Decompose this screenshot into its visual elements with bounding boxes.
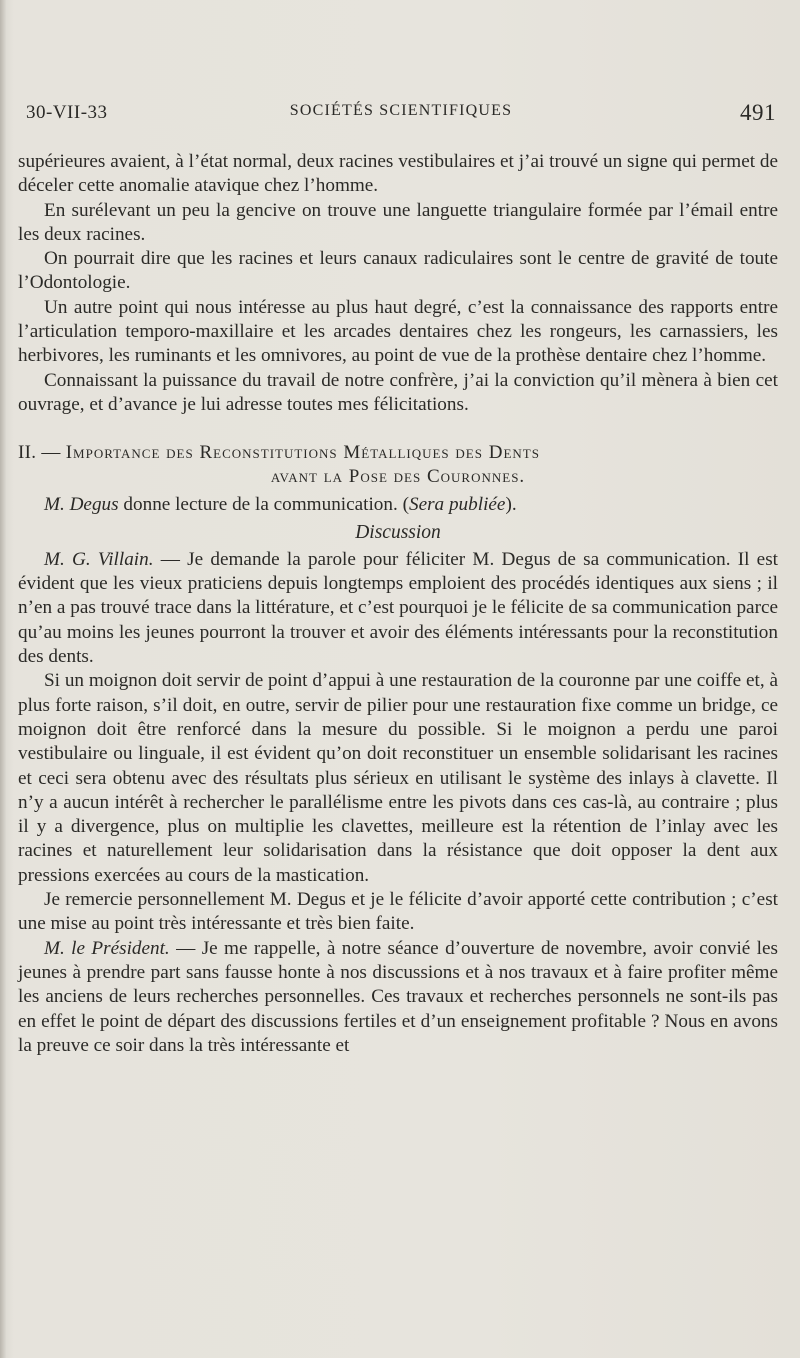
running-head-date: 30-VII-33 [26,102,108,123]
paragraph-text: — Je me rappelle, à notre séance d’ouverture de novembre, avoir convié les jeunes à prendre part sans fausse honte à nos discussions et à nos travaux et à faire profiter même les anciens de leurs recherches personnelles. Ces travaux et recherches personnels ne sont-ils pas en effet le point de départ des discussions fertiles et d’un enseignement profitable ? Nous en avons la preuve ce soir dans la très intéressante et [18,937,778,1056]
paragraph-1: supérieures avaient, à l’état normal, deux racines vestibulaires et j’ai trouvé un signe qui permet de déceler cette anomalie atavique chez l’homme. [18,151,778,197]
paragraph-villain [18,548,778,669]
discussion-heading: Discussion [355,521,441,543]
page-binding-edge [0,0,6,1358]
publication-note: Sera publiée [408,494,506,516]
paragraph-2: En surélevant un peu la gencive on trouve une languette triangulaire formée par l’émail entre les deux racines. [18,199,778,245]
paragraph-text: — Je demande la parole pour féliciter M. Degus de sa communication. Il est évident que les vieux praticiens depuis longtemps emploient des procédés identiques aux siens ; il n’en a pas trouvé trace dans la littérature, et c’est pourquoi je le félicite de sa communication parce qu’au moins les jeunes pourront la trouver et avoir des éléments intéressants pour la reconstitution des dents. [18,548,778,668]
paragraph-8: Si un moignon doit servir de point d’appui à une restauration de la couronne par une coiffe et, à plus forte raison, s’il doit, en outre, servir de pilier pour une restauration fixe comme un bridge, ce moignon doit être renforcé dans la mesure du possible. Si le moignon a perdu une paroi vestibulaire ou linguale, il est évident qu’on doit reconstituer un ensemble solidarisant les racines et ceci sera obtenu avec des résultats plus sérieux en utilisant le système des inlays à clavette. Il n’y a aucun intérêt à rechercher le parallélisme entre les pivots dans ces cas-là, au contraire ; plus il y a divergence, plus on multiplie les clavettes, meilleure est la rétention de l’inlay avec les racines et naturellement leur solidarisation dans la résistance que doit opposer la dent aux pressions exercées au cours de la mastication. [18,670,778,886]
paragraph-9: Je remercie personnellement M. Degus et je le félicite d’avoir apporté cette contribution ; c’est une mise au point très intéressante et très bien faite. [18,889,778,935]
speaker-name: M. G. Villain. [44,548,154,570]
paragraph-4: Un autre point qui nous intéresse au plus haut degré, c’est la connaissance des rapports entre l’articulation temporo-maxillaire et les arcades dentaires chez les rongeurs, les carnassiers, les herbivores, les ruminants et les omnivores, au point de vue de la prothèse dentaire chez l’homme. [18,296,778,367]
section-title-line-2: avant la Pose des Couronnes. [270,466,526,488]
page-body [18,150,778,1058]
speaker-name: M. le Président. [44,937,170,959]
page-number: 491 [740,100,776,125]
paragraph-president [18,937,778,1058]
running-head-title: SOCIÉTÉS SCIENTIFIQUES [289,102,513,119]
section-heading [18,441,778,489]
running-head [26,100,776,130]
section-number: II. — [18,442,61,464]
paragraph-degus [18,493,778,517]
paragraph-text: donne lecture de la communication. ( [118,494,409,516]
paragraph-5: Connaissant la puissance du travail de notre confrère, j’ai la conviction qu’il mènera à bien cet ouvrage, et d’avance je lui adresse toutes mes félicitations. [18,369,778,415]
paragraph-end: ). [505,494,517,516]
section-title-line-1: Importance des Reconstitutions Métalliques des Dents [65,442,540,464]
speaker-name: M. Degus [44,494,119,516]
paragraph-3: On pourrait dire que les racines et leurs canaux radiculaires sont le centre de gravité de toute l’Odontologie. [18,248,778,294]
